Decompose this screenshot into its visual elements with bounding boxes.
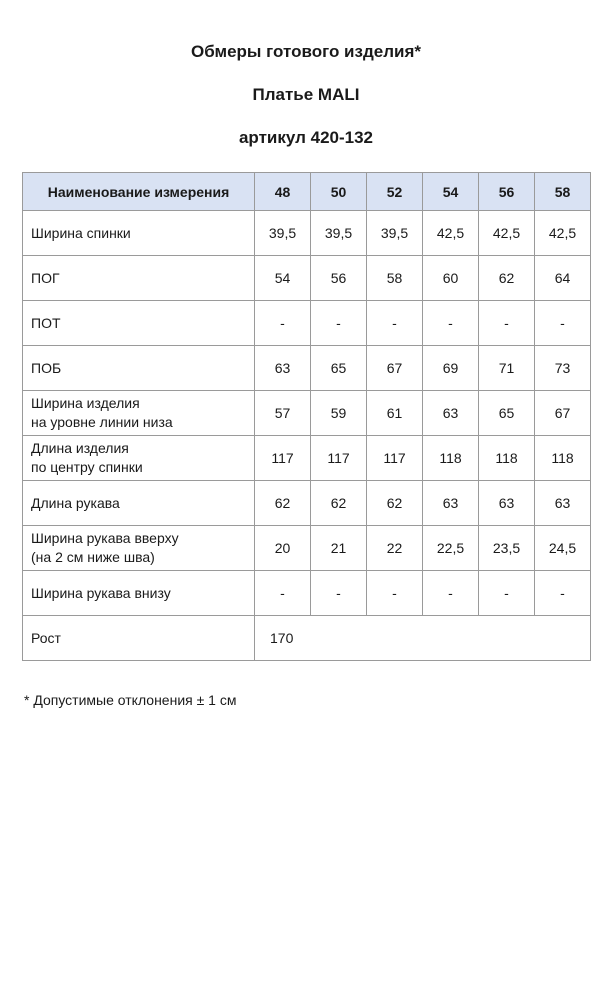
measurement-value: 65 bbox=[311, 346, 367, 391]
measurement-value: - bbox=[311, 571, 367, 616]
measurement-value: 118 bbox=[423, 436, 479, 481]
measurement-value: - bbox=[423, 571, 479, 616]
column-header-size: 58 bbox=[535, 173, 591, 211]
measurement-value: 63 bbox=[423, 391, 479, 436]
page-title: Обмеры готового изделия* bbox=[191, 42, 421, 61]
measurement-value: 63 bbox=[535, 481, 591, 526]
column-header-size: 54 bbox=[423, 173, 479, 211]
measurement-value: 62 bbox=[367, 481, 423, 526]
measurement-name: ПОБ bbox=[23, 346, 255, 391]
article-number: артикул 420-132 bbox=[238, 128, 374, 147]
measurement-value: 42,5 bbox=[423, 211, 479, 256]
measurement-value: 64 bbox=[535, 256, 591, 301]
measurement-name: ПОГ bbox=[23, 256, 255, 301]
table-row bbox=[23, 391, 591, 436]
measurement-value: 117 bbox=[367, 436, 423, 481]
measurement-value: 42,5 bbox=[535, 211, 591, 256]
table-row bbox=[23, 481, 591, 526]
measurement-value: - bbox=[423, 301, 479, 346]
measurement-value: 56 bbox=[311, 256, 367, 301]
measurement-value: - bbox=[255, 571, 311, 616]
measurement-name: Рост bbox=[23, 616, 255, 661]
table-header-row bbox=[23, 173, 591, 211]
measurement-name: Длина рукава bbox=[23, 481, 255, 526]
measurement-value: 62 bbox=[255, 481, 311, 526]
column-header-size: 48 bbox=[255, 173, 311, 211]
measurement-value: 62 bbox=[311, 481, 367, 526]
measurement-value: - bbox=[479, 571, 535, 616]
measurement-value: 22 bbox=[367, 526, 423, 571]
measurement-value: 118 bbox=[479, 436, 535, 481]
measurement-value: 62 bbox=[479, 256, 535, 301]
measurement-value: 22,5 bbox=[423, 526, 479, 571]
product-name: Платье MALI bbox=[252, 85, 360, 104]
measurement-value: 59 bbox=[311, 391, 367, 436]
measurement-value: 57 bbox=[255, 391, 311, 436]
measurement-value: - bbox=[479, 301, 535, 346]
measurement-value: - bbox=[311, 301, 367, 346]
measurement-value: 58 bbox=[367, 256, 423, 301]
table-row bbox=[23, 346, 591, 391]
height-value: 170 bbox=[255, 616, 591, 661]
table-row bbox=[23, 571, 591, 616]
measurement-value: 39,5 bbox=[311, 211, 367, 256]
measurements-table bbox=[22, 172, 591, 661]
measurement-name: Ширина рукава вверху (на 2 см ниже шва) bbox=[23, 526, 255, 571]
measurement-value: 54 bbox=[255, 256, 311, 301]
measurement-value: 71 bbox=[479, 346, 535, 391]
measurement-value: 21 bbox=[311, 526, 367, 571]
table-row bbox=[23, 526, 591, 571]
table-row bbox=[23, 436, 591, 481]
table-row-height bbox=[23, 616, 591, 661]
measurement-value: 39,5 bbox=[255, 211, 311, 256]
measurement-value: - bbox=[535, 571, 591, 616]
measurement-name: ПОТ bbox=[23, 301, 255, 346]
column-header-size: 56 bbox=[479, 173, 535, 211]
measurement-value: 39,5 bbox=[367, 211, 423, 256]
measurement-value: 63 bbox=[479, 481, 535, 526]
measurement-value: 20 bbox=[255, 526, 311, 571]
measurement-value: 67 bbox=[367, 346, 423, 391]
measurement-value: 63 bbox=[255, 346, 311, 391]
table-row bbox=[23, 256, 591, 301]
measurement-value: 24,5 bbox=[535, 526, 591, 571]
measurement-value: 42,5 bbox=[479, 211, 535, 256]
column-header-size: 50 bbox=[311, 173, 367, 211]
column-header-name: Наименование измерения bbox=[23, 173, 255, 211]
measurement-value: - bbox=[535, 301, 591, 346]
measurement-name: Длина изделия по центру спинки bbox=[23, 436, 255, 481]
measurement-name: Ширина спинки bbox=[23, 211, 255, 256]
measurement-value: 67 bbox=[535, 391, 591, 436]
table-row bbox=[23, 301, 591, 346]
measurement-value: 117 bbox=[255, 436, 311, 481]
measurement-value: - bbox=[255, 301, 311, 346]
measurement-value: 73 bbox=[535, 346, 591, 391]
measurement-value: - bbox=[367, 301, 423, 346]
measurement-value: 61 bbox=[367, 391, 423, 436]
table-row bbox=[23, 211, 591, 256]
measurement-value: 60 bbox=[423, 256, 479, 301]
measurement-value: 69 bbox=[423, 346, 479, 391]
measurement-value: 118 bbox=[535, 436, 591, 481]
measurement-name: Ширина рукава внизу bbox=[23, 571, 255, 616]
measurement-value: 23,5 bbox=[479, 526, 535, 571]
measurement-value: 63 bbox=[423, 481, 479, 526]
measurement-name: Ширина изделия на уровне линии низа bbox=[23, 391, 255, 436]
measurement-value: 65 bbox=[479, 391, 535, 436]
measurement-value: - bbox=[367, 571, 423, 616]
column-header-size: 52 bbox=[367, 173, 423, 211]
footnote: * Допустимые отклонения ± 1 см bbox=[24, 692, 237, 708]
measurement-value: 117 bbox=[311, 436, 367, 481]
